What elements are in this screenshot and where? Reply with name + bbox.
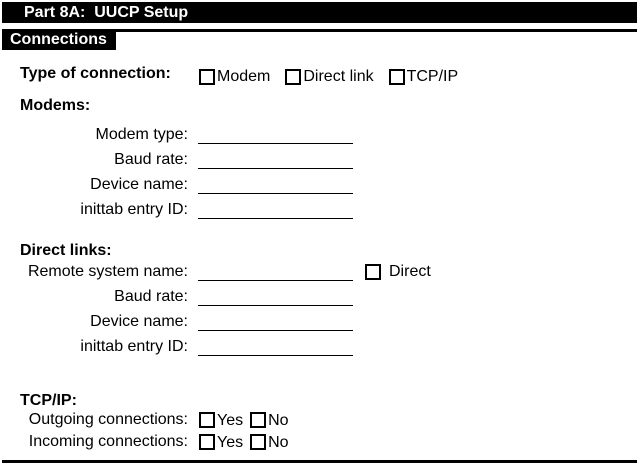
section-header bbox=[2, 29, 116, 50]
outgoing-connections-options bbox=[199, 411, 289, 430]
remote-system-name-field[interactable] bbox=[198, 262, 353, 281]
incoming-yes-checkbox[interactable] bbox=[199, 434, 215, 450]
bottom-rule bbox=[2, 460, 637, 463]
incoming-connections-options bbox=[199, 433, 289, 452]
direct-inittab-entry-id-field[interactable] bbox=[198, 337, 353, 356]
outgoing-connections-label: Outgoing connections: bbox=[28, 411, 188, 428]
incoming-connections-row bbox=[0, 433, 289, 451]
direct-option bbox=[365, 262, 431, 281]
direct-link-option-label: Direct link bbox=[303, 68, 374, 85]
modem-baud-rate-row bbox=[0, 150, 353, 169]
tcpip-heading: TCP/IP: bbox=[20, 392, 77, 409]
page-title: Part 8A: UUCP Setup bbox=[24, 4, 189, 21]
direct-inittab-entry-id-label: inittab entry ID: bbox=[80, 338, 188, 355]
remote-system-name-label: Remote system name: bbox=[27, 263, 188, 280]
modem-inittab-entry-id-row bbox=[0, 200, 353, 219]
outgoing-yes-option bbox=[199, 411, 243, 430]
incoming-yes-label: Yes bbox=[217, 433, 244, 451]
modem-device-name-row bbox=[0, 175, 353, 194]
direct-device-name-label: Device name: bbox=[90, 313, 188, 330]
modem-device-name-label: Device name: bbox=[90, 176, 188, 193]
modem-type-row bbox=[0, 125, 353, 144]
outgoing-yes-label: Yes bbox=[217, 411, 244, 429]
modem-inittab-entry-id-field[interactable] bbox=[198, 200, 353, 219]
remote-system-name-row bbox=[0, 262, 353, 281]
direct-inittab-entry-id-row bbox=[0, 337, 353, 356]
modem-baud-rate-field[interactable] bbox=[198, 150, 353, 169]
incoming-yes-option bbox=[199, 433, 243, 452]
direct-link-option bbox=[285, 67, 373, 86]
modem-type-label: Modem type: bbox=[95, 126, 188, 143]
tcpip-option-label: TCP/IP bbox=[406, 68, 459, 85]
direct-baud-rate-label: Baud rate: bbox=[114, 288, 188, 305]
direct-checkbox[interactable] bbox=[365, 264, 381, 280]
incoming-no-option bbox=[250, 433, 288, 452]
section-title: Connections bbox=[10, 31, 107, 48]
modem-checkbox[interactable] bbox=[199, 69, 215, 85]
modem-type-field[interactable] bbox=[198, 125, 353, 144]
tcpip-option bbox=[389, 67, 459, 86]
direct-option-label: Direct bbox=[389, 262, 431, 280]
modem-option-label: Modem bbox=[217, 68, 271, 85]
modem-device-name-field[interactable] bbox=[198, 175, 353, 194]
modem-inittab-entry-id-label: inittab entry ID: bbox=[80, 201, 188, 218]
direct-device-name-row bbox=[0, 312, 353, 331]
outgoing-no-checkbox[interactable] bbox=[250, 412, 266, 428]
incoming-no-label: No bbox=[268, 433, 289, 451]
modems-heading: Modems: bbox=[20, 97, 91, 114]
incoming-connections-label: Incoming connections: bbox=[28, 433, 188, 450]
incoming-no-checkbox[interactable] bbox=[250, 434, 266, 450]
type-of-connection-label: Type of connection: bbox=[20, 65, 171, 82]
outgoing-no-label: No bbox=[268, 411, 289, 429]
modem-baud-rate-label: Baud rate: bbox=[114, 151, 188, 168]
outgoing-no-option bbox=[250, 411, 288, 430]
outgoing-yes-checkbox[interactable] bbox=[199, 412, 215, 428]
direct-links-heading: Direct links: bbox=[20, 242, 112, 259]
direct-device-name-field[interactable] bbox=[198, 312, 353, 331]
direct-link-checkbox[interactable] bbox=[285, 69, 301, 85]
tcpip-checkbox[interactable] bbox=[389, 69, 405, 85]
direct-baud-rate-row bbox=[0, 287, 353, 306]
type-of-connection-options bbox=[199, 67, 458, 86]
direct-baud-rate-field[interactable] bbox=[198, 287, 353, 306]
modem-option bbox=[199, 67, 270, 86]
outgoing-connections-row bbox=[0, 411, 289, 429]
title-bar bbox=[2, 2, 637, 23]
